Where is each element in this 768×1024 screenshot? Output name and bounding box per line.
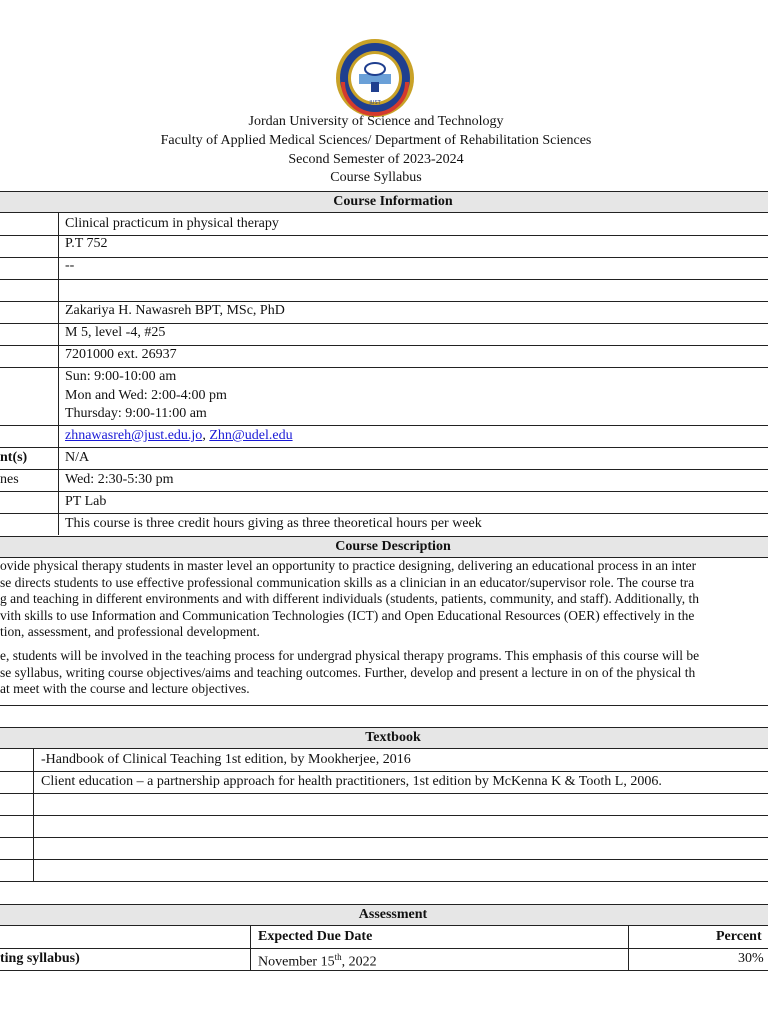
email-link-just[interactable]: zhnawasreh@just.edu.jo xyxy=(65,428,203,443)
course-title-value: Clinical practicum in physical therapy xyxy=(65,216,279,231)
instructor-value: Zakariya H. Nawasreh BPT, MSc, PhD xyxy=(65,303,285,318)
row-divider xyxy=(0,513,768,514)
office-phone-value: 7201000 ext. 26937 xyxy=(65,347,177,362)
due-date-month-day: November 15 xyxy=(258,954,335,970)
textbook-heading: Textbook xyxy=(0,727,768,749)
assessment-heading: Assessment xyxy=(0,904,768,926)
description-line: g and teaching in different environments and with different individuals (students, patients, community, and staff). Additionally, th xyxy=(0,591,699,606)
row-divider xyxy=(0,948,768,949)
row-divider xyxy=(0,859,768,860)
assessment-due-date xyxy=(258,948,377,972)
seal-text: JUST xyxy=(369,100,381,106)
office-hours-line-3: Thursday: 9:00-11:00 am xyxy=(65,406,207,421)
due-date-ordinal: th xyxy=(334,952,342,962)
row-divider xyxy=(0,447,768,448)
row-divider xyxy=(0,837,768,838)
percent-header: Percent xyxy=(716,929,762,944)
course-description-heading: Course Description xyxy=(0,536,768,558)
row-divider xyxy=(0,771,768,772)
textbook-entry-1: -Handbook of Clinical Teaching 1st edition, by Mookherjee, 2016 xyxy=(41,752,411,767)
description-line: vith skills to use Information and Communication Technologies (ICT) and Open Educational Resources (OER) effectively in the xyxy=(0,607,695,623)
document-title: Course Syllabus xyxy=(330,170,422,185)
semester: Second Semester of 2023-2024 xyxy=(288,152,464,167)
email-link-udel[interactable]: Zhn@udel.edu xyxy=(209,428,293,443)
office-hours-line-2: Mon and Wed: 2:00-4:00 pm xyxy=(65,388,227,403)
email-value xyxy=(65,427,293,445)
row-divider xyxy=(0,469,768,470)
expected-due-date-header: Expected Due Date xyxy=(258,929,373,944)
course-description-paragraph-2 xyxy=(0,648,768,698)
description-line: at meet with the course and lecture objectives. xyxy=(0,681,250,696)
row-divider xyxy=(0,793,768,794)
row-divider xyxy=(0,279,768,280)
teaching-assistant-label: nt(s) xyxy=(0,450,28,465)
description-line: se syllabus, writing course objectives/aims and teaching outcomes. Further, develop and present a lecture in on of the physical th xyxy=(0,664,696,680)
class-times-label: nes xyxy=(0,472,19,487)
row-divider xyxy=(0,257,768,258)
university-name: Jordan University of Science and Technology xyxy=(248,114,504,129)
assessment-percent: 30% xyxy=(738,951,764,966)
office-hours-line-1: Sun: 9:00-10:00 am xyxy=(65,369,177,384)
prerequisites-value: -- xyxy=(65,258,75,273)
teaching-assistant-value: N/A xyxy=(65,450,90,465)
description-bottom-border xyxy=(0,705,768,706)
course-description-paragraph-1 xyxy=(0,558,768,641)
description-line: e, students will be involved in the teaching process for undergrad physical therapy programs. This emphasis of this course will be xyxy=(0,648,700,663)
row-divider xyxy=(0,881,768,882)
course-information-heading: Course Information xyxy=(0,191,768,213)
description-line: se directs students to use effective professional communication skills as a clinician in an educator/supervisor role. The course tra xyxy=(0,574,695,590)
course-number-value: P.T 752 xyxy=(65,236,108,251)
credit-hours-value: This course is three credit hours giving as three theoretical hours per week xyxy=(65,516,482,531)
textbook-entry-2: Client education – a partnership approach for health practitioners, 1st edition by McKenna K & Tooth L, 2006. xyxy=(41,774,662,789)
due-date-year: , 2022 xyxy=(341,954,377,970)
course-info-column-divider xyxy=(58,213,59,535)
description-line: ovide physical therapy students in master level an opportunity to practice designing, delivering an educational process in an inter xyxy=(0,558,697,573)
university-seal-logo xyxy=(335,38,415,118)
class-times-value: Wed: 2:30-5:30 pm xyxy=(65,472,174,487)
row-divider xyxy=(0,235,768,236)
row-divider xyxy=(0,970,768,971)
row-divider xyxy=(0,425,768,426)
room-value: PT Lab xyxy=(65,494,107,509)
assessment-item-label: ting syllabus) xyxy=(0,951,80,966)
email-separator: , xyxy=(202,428,206,443)
office-location-value: M 5, level -4, #25 xyxy=(65,325,166,340)
description-line: tion, assessment, and professional development. xyxy=(0,624,260,639)
row-divider xyxy=(0,491,768,492)
row-divider xyxy=(0,815,768,816)
faculty-department: Faculty of Applied Medical Sciences/ Department of Rehabilitation Sciences xyxy=(160,133,592,148)
